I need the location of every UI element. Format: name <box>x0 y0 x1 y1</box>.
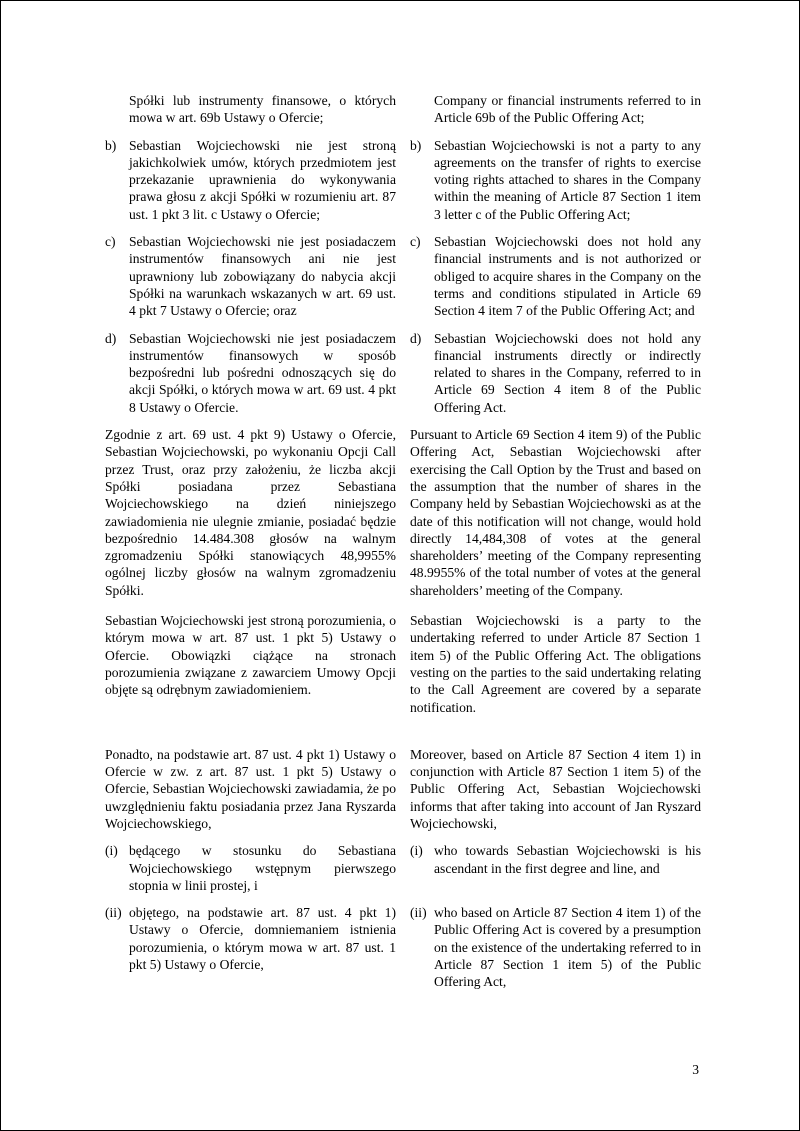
list-marker: d) <box>105 330 117 346</box>
list-item-text: Sebastian Wojciechowski is not a party to any agreements on the transfer of rights to exercise voting rights attached to shares in the Company within the meaning of Article 87 Section 1 item 3 letter c of the Public Offering Act; <box>434 137 701 222</box>
page-number: 3 <box>692 1061 699 1077</box>
list-item-text: Sebastian Wojciechowski does not hold any financial instruments directly or indirectly related to shares in the Company, referred to in Article 69 Section 4 item 8 of the Public Offering Act. <box>434 330 701 415</box>
list-marker: (i) <box>105 843 118 859</box>
list-marker <box>410 92 434 127</box>
list-item-text: who based on Article 87 Section 4 item 1) of the Public Offering Act is covered by a presumption on the existence of the undertaking referred to in Article 87 Section 1 item 5) of the Public Offering Act, <box>434 905 701 990</box>
paragraph-pl: Ponadto, na podstawie art. 87 ust. 4 pkt 1) Ustawy o Ofercie w zw. z art. 87 ust. 1 pkt 5) Ustawy o Ofercie, Sebastian Wojciechowski zawiadamia, że po uwzględnieniu faktu posiadania przez Jana Ryszarda Wojciechowskiego, <box>105 746 396 831</box>
list-item-pl <box>105 233 396 319</box>
bilingual-row <box>105 842 701 894</box>
paragraph-en: Pursuant to Article 69 Section 4 item 9) of the Public Offering Act, Sebastian Wojciechowski after exercising the Call Option by the Trust and based on the assumption that the number of shares in the Company held by Sebastian Wojciechowski as at the date of this notification will not change, would hold directly 14,484,308 of votes at the general shareholders’ meeting of the Company representing 48.9955% of the total number of votes at the general shareholders’ meeting of the Company. <box>410 427 701 598</box>
bilingual-row <box>105 233 701 319</box>
bilingual-row <box>105 612 701 716</box>
list-marker: b) <box>105 137 117 153</box>
list-item-text: Spółki lub instrumenty finansowe, o których mowa w art. 69b Ustawy o Ofercie; <box>129 93 396 126</box>
list-item-en <box>410 904 701 990</box>
list-marker: d) <box>410 330 422 346</box>
list-item-en <box>410 330 701 416</box>
list-marker: b) <box>410 137 422 153</box>
list-item-text: who towards Sebastian Wojciechowski is his ascendant in the first degree and line, and <box>434 843 701 876</box>
list-item-en <box>410 233 701 319</box>
list-marker: c) <box>105 234 116 250</box>
list-item-en <box>410 137 701 223</box>
list-marker: c) <box>410 234 421 250</box>
list-item-pl <box>105 904 396 973</box>
list-item-pl <box>105 92 396 127</box>
list-item-text: Sebastian Wojciechowski nie jest posiadaczem instrumentów finansowych w sposób bezpośredni lub pośredni odnoszących się do akcji Spółki, o których mowa w art. 69 ust. 4 pkt 8 Ustawy o Ofercie. <box>129 330 396 415</box>
list-marker: (ii) <box>105 905 122 921</box>
document-body <box>105 92 701 1001</box>
list-marker: (i) <box>410 843 423 859</box>
list-item-text: Sebastian Wojciechowski does not hold any financial instruments and is not authorized or obliged to acquire shares in the Company on the terms and conditions stipulated in Article 69 Section 4 item 7 of the Public Offering Act; and <box>434 234 701 319</box>
list-item-pl <box>105 137 396 223</box>
list-item-text: będącego w stosunku do Sebastiana Wojciechowskiego wstępnym pierwszego stopnia w linii prostej, i <box>129 843 396 893</box>
paragraph-en: Moreover, based on Article 87 Section 4 item 1) in conjunction with Article 87 Section 1 item 5) of the Public Offering Act, Sebastian Wojciechowski informs that after taking into account of Jan Ryszard Wojciechowski, <box>410 746 701 831</box>
list-marker: (ii) <box>410 905 427 921</box>
list-item-en <box>410 92 701 127</box>
bilingual-row <box>105 426 701 599</box>
list-marker <box>105 92 129 127</box>
list-item-text: Sebastian Wojciechowski nie jest posiadaczem instrumentów finansowych ani nie jest uprawniony lub zobowiązany do nabycia akcji Spółki na warunkach wskazanych w art. 69 ust. 4 pkt 7 Ustawy o Ofercie; oraz <box>129 234 396 319</box>
paragraph-en: Sebastian Wojciechowski is a party to the undertaking referred to under Article 87 Section 1 item 5) of the Public Offering Act. The obligations vesting on the parties to the said undertaking relating to the Call Agreement are covered by a separate notification. <box>410 613 701 715</box>
bilingual-row <box>105 330 701 416</box>
list-item-en <box>410 842 701 877</box>
bilingual-row <box>105 137 701 223</box>
bilingual-row <box>105 904 701 990</box>
paragraph-pl: Sebastian Wojciechowski jest stroną porozumienia, o którym mowa w art. 87 ust. 1 pkt 5) Ustawy o Ofercie. Obowiązki ciążące na stronach porozumienia związane z zawarciem Umowy Opcji objęte są odrębnym zawiadomieniem. <box>105 613 396 698</box>
bilingual-row <box>105 746 701 832</box>
list-item-text: Sebastian Wojciechowski nie jest stroną jakichkolwiek umów, których przedmiotem jest przekazanie uprawnienia do wykonywania prawa głosu z akcji Spółki w rozumieniu art. 87 ust. 1 pkt 3 lit. c Ustawy o Ofercie; <box>129 137 396 222</box>
list-item-pl <box>105 330 396 416</box>
paragraph-pl: Zgodnie z art. 69 ust. 4 pkt 9) Ustawy o Ofercie, Sebastian Wojciechowski, po wykonaniu Opcji Call przez Trust, oraz przy założeniu, że liczba akcji Spółki posiadana przez Sebastiana Wojciechowskiego na dzień niniejszego zawiadomienia nie ulegnie zmianie, posiadać będzie bezpośrednio 14.484.308 głosów na walnym zgromadzeniu Spółki stanowiących 48,9955% ogólnej liczby głosów na walnym zgromadzeniu Spółki. <box>105 427 396 598</box>
list-item-text: Company or financial instruments referred to in Article 69b of the Public Offering Act; <box>434 93 701 126</box>
list-item-text: objętego, na podstawie art. 87 ust. 4 pkt 1) Ustawy o Ofercie, domniemaniem istnienia porozumienia, o którym mowa w art. 87 ust. 1 pkt 5) Ustawy o Ofercie, <box>129 905 396 973</box>
list-item-pl <box>105 842 396 894</box>
bilingual-row <box>105 92 701 127</box>
